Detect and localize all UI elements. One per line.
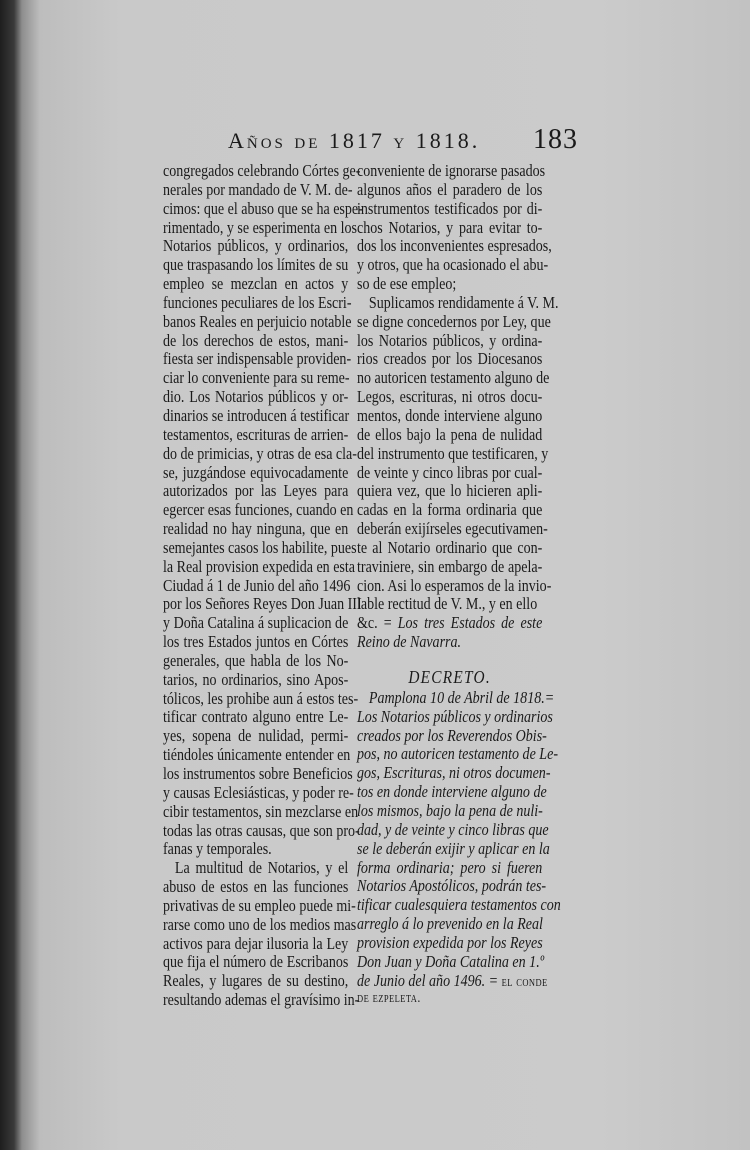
text-line: algunos años el paradero de los <box>357 179 543 199</box>
text-line: empleo se mezclan en actos y <box>163 274 349 294</box>
text-line: dos los inconvenientes espresados, <box>357 236 552 256</box>
text-line: egercer esas funciones, cuando en <box>163 500 354 520</box>
decree-line: creados por los Reverendos Obis- <box>357 725 547 745</box>
text-line: traviniere, sin embargo de apela- <box>357 556 543 576</box>
decree-line: se le deberán exijir y aplicar en la <box>357 838 550 858</box>
text-line: yes, sopena de nulidad, permi- <box>163 726 349 746</box>
text-line: conveniente de ignorarse pasados <box>357 161 546 180</box>
text-line: banos Reales en perjuicio notable <box>163 311 352 331</box>
text-line: activos para dejar ilusoria la Ley <box>163 933 349 953</box>
text-line: Notarios públicos, y ordinarios, <box>163 236 349 256</box>
text-line: ciar lo conveniente para su reme- <box>163 368 350 388</box>
closing-signature: Los tres Estados de este <box>397 613 543 633</box>
text-line: realidad no hay ninguna, que en <box>163 519 349 539</box>
text-line: tiéndoles únicamente entender en <box>163 745 351 765</box>
decree-signer: de ezpeleta. <box>357 991 421 1007</box>
text-line: Reales, y lugares de su destino, <box>163 971 349 991</box>
decree-signer: el conde <box>501 974 548 990</box>
decree-line: Don Juan y Doña Catalina en 1.º <box>357 951 545 971</box>
text-line: tarios, no ordinarios, sino Apos- <box>163 669 349 689</box>
text-line: se, juzgándose equivocadamente <box>163 462 349 482</box>
text-line: del instrumento que testificaren, y <box>357 443 549 463</box>
closing-line <box>357 614 542 633</box>
text-line: todas las otras causas, que son pro- <box>163 820 360 840</box>
text-line: Ciudad á 1 de Junio del año 1496 <box>163 575 351 595</box>
decree-line: los mismos, bajo la pena de nuli- <box>357 801 543 820</box>
decree-title: DECRETO. <box>408 666 491 687</box>
text-line: cimos: que el abuso que se ha espe- <box>163 198 363 218</box>
running-title: Años de 1817 y 1818. <box>228 128 481 153</box>
decree-line: pos, no autoricen testamento de Le- <box>357 744 558 764</box>
text-line: que fija el número de Escribanos <box>163 952 349 972</box>
page-number: 183 <box>533 124 578 155</box>
decree-line: Los Notarios públicos y ordinarios <box>357 706 553 726</box>
text-line: nerales por mandado de V. M. de- <box>163 179 353 199</box>
closing-prefix: &c. = <box>357 613 392 633</box>
text-line: lable rectitud de V. M., y en ello <box>357 594 538 614</box>
text-line: dinarios se introducen á testificar <box>163 405 350 425</box>
text-line: de veinte y cinco libras por cual- <box>357 462 543 482</box>
text-line: te al Notario ordinario que con- <box>357 537 543 557</box>
left-column <box>163 161 363 1010</box>
text-line: rimentado, y se esperimenta en los <box>163 217 357 237</box>
text-line: semejantes casos los habilite, pues <box>163 537 357 557</box>
text-line: fiesta ser indispensable providen- <box>163 349 352 369</box>
text-line: que traspasando los límites de su <box>163 255 349 275</box>
text-line: funciones peculiares de los Escri- <box>163 292 352 312</box>
text-line: rarse como uno de los medios mas <box>163 914 357 934</box>
decree-line: gos, Escrituras, ni otros documen- <box>357 763 551 783</box>
text-line: generales, que habla de los No- <box>163 650 349 670</box>
text-line: mentos, donde interviene alguno <box>357 405 543 425</box>
text-line: Suplicamos rendidamente á V. M. <box>368 292 559 312</box>
text-line: los tres Estados juntos en Córtes <box>163 632 349 652</box>
decree-text: de Junio del año 1496. = <box>357 970 499 990</box>
right-column <box>357 161 561 1009</box>
text-line: por los Señores Reyes Don Juan III <box>163 594 362 614</box>
text-line: cion. Asi lo esperamos de la invio- <box>357 575 552 595</box>
text-line: quiera vez, que lo hicieren apli- <box>357 481 543 501</box>
text-line: los Notarios públicos, y ordina- <box>357 330 543 350</box>
decree-line <box>357 970 548 991</box>
text-line: y otros, que ha ocasionado el abu- <box>357 255 549 275</box>
text-line: instrumentos testificados por di- <box>357 198 543 218</box>
text-line: y causas Eclesiásticas, y poder re- <box>163 782 354 802</box>
decree-line: arreglo á lo prevenido en la Real <box>357 914 543 934</box>
decree-line: provision expedida por los Reyes <box>357 932 543 952</box>
text-line: chos Notarios, y para evitar to- <box>357 217 543 237</box>
decree-line: Notarios Apostólicos, podrán tes- <box>357 876 547 896</box>
decree-line: forma ordinaria; pero si fueren <box>357 857 543 877</box>
text-line: so de ese empleo; <box>357 274 457 294</box>
text-line: tificar contrato alguno entre Le- <box>163 707 349 727</box>
text-line: La multitud de Notarios, y el <box>174 858 349 878</box>
closing-signature: Reino de Navarra. <box>357 632 462 652</box>
text-line: deberán exijírseles egecutivamen- <box>357 519 548 539</box>
text-line: resultando ademas el gravísimo in- <box>163 990 360 1010</box>
decree-line: tos en donde interviene alguno de <box>357 782 547 802</box>
text-line: do de primicias, y otras de esa cla- <box>163 443 357 463</box>
text-line: dio. Los Notarios públicos y or- <box>163 387 349 407</box>
text-line: y Doña Catalina á suplicacion de <box>163 613 349 633</box>
text-line: rios creados por los Diocesanos <box>357 349 543 369</box>
text-line: tólicos, les prohibe aun á estos tes- <box>163 688 359 708</box>
text-line: privativas de su empleo puede mi- <box>163 895 356 915</box>
decree-line: Pamplona 10 de Abril de 1818.= <box>368 687 555 707</box>
text-line: no autoricen testamento alguno de <box>357 368 550 388</box>
text-line: cadas en la forma ordinaria que <box>357 500 543 520</box>
text-line: cibir testamentos, sin mezclarse en <box>163 801 359 821</box>
text-line: fanas y temporales. <box>163 839 272 859</box>
text-line: congregados celebrando Córtes ge- <box>163 161 361 180</box>
text-line: abuso de estos en las funciones <box>163 877 349 897</box>
text-line: los instrumentos sobre Beneficios <box>163 764 353 783</box>
decree-line: dad, y de veinte y cinco libras que <box>357 819 549 839</box>
text-line: la Real provision expedida en esta <box>163 556 356 576</box>
text-line: autorizados por las Leyes para <box>163 481 349 501</box>
text-line: testamentos, escrituras de arrien- <box>163 424 349 444</box>
decree-line: tificar cualesquiera testamentos con <box>357 895 561 915</box>
text-line: de ellos bajo la pena de nulidad <box>357 424 543 444</box>
text-line: de los derechos de estos, mani- <box>163 330 349 350</box>
text-line: Legos, escrituras, ni otros docu- <box>357 387 543 407</box>
text-line: se digne concedernos por Ley, que <box>357 311 551 331</box>
